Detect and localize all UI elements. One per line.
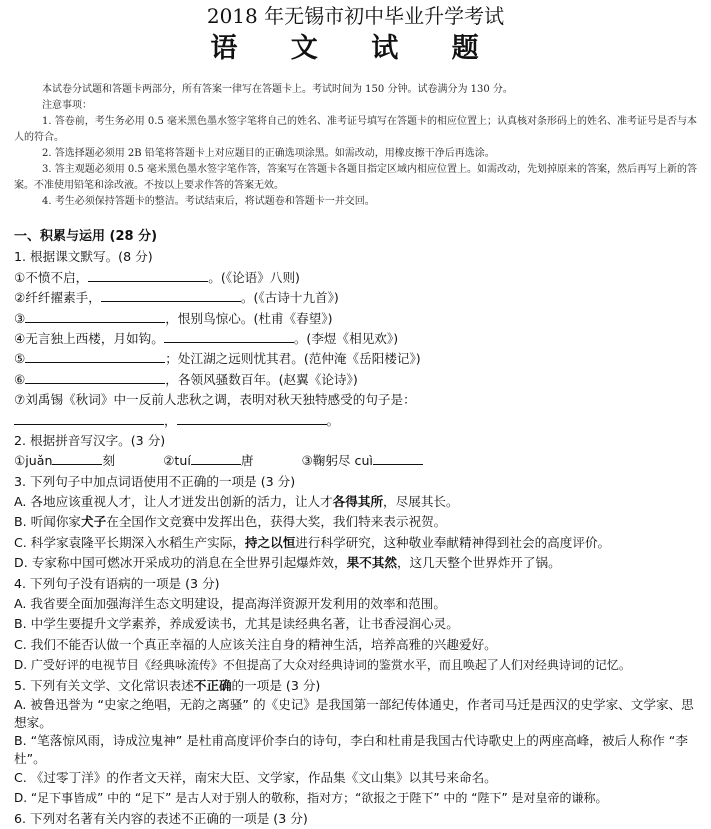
q1-line-2 [14,288,704,308]
q1-line-7-period: 。 [326,412,340,428]
q3-option-a [14,492,704,512]
q1-line-1-text: ①不愤不启， [14,269,89,285]
q4-option-d: D. 广受好评的电视节目《经典咏流传》不但提高了大众对经典诗词的鉴赏水平，而且唤起了人们对经典诗词的记忆。 [14,658,631,673]
option-text: ，这几天整个世界炸开了锅。 [396,555,561,571]
q1-line-1 [14,268,704,288]
answer-blank[interactable] [101,288,241,302]
question-2-stem: 2. 根据拼音写汉字。(3 分) [14,432,166,448]
notice-intro: 本试卷分试题和答题卡两部分，所有答案一律写在答题卡上。考试时间为 150 分钟。试卷满分为 130 分。 [42,84,513,95]
q4-option-a: A. 我省要全面加强海洋生态文明建设，提高海洋资源开发利用的效率和范围。 [14,596,446,612]
answer-blank[interactable] [14,411,164,425]
q1-line-5 [14,349,704,369]
q1-line-4-source: 。(李煜《相见欢》) [293,330,399,346]
section-title: 一、积累与运用 (28 分) [14,229,158,244]
option-text: 进行科学研究，这种敬业奉献精神得到社会的高度评价。 [295,534,611,550]
question-5-stem [14,676,704,696]
q1-line-2-text: ②纤纤擢素手， [14,290,101,306]
q3-stem-score: 的一项是 (3 分) [206,473,296,489]
q5-stem-score: 的一项是 (3 分) [231,677,321,693]
answer-blank[interactable] [25,349,165,363]
q1-line-7-comma: ， [164,412,177,428]
q1-line-3 [14,309,704,329]
q3-option-b [14,512,704,532]
q5-option-b: B. “笔落惊风雨，诗成泣鬼神” 是杜甫高度评价李白的诗句，李白和杜甫是我国古代诗歌史上的两座高峰，被后人称作 “李杜”。 [14,732,688,766]
q2-item-b-pinyin: ②tuí [163,453,191,469]
option-text: D. 专家称中国可燃冰开采成功的消息在全世界引起爆炸效， [14,555,347,571]
answer-blank[interactable] [177,411,327,425]
answer-blank[interactable] [25,309,165,323]
q5-stem-emphasis: 不正确 [193,677,232,693]
notice-item: 3. 答主观题必须用 0.5 毫米黑色墨水签字笔作答，答案写在答题卡各题目指定区域内相应位置上。如需改动，先划掉原来的答案，然后再写上新的答案。不准使用铅笔和涂改液。不按以上要求作答的答案无效。 [14,164,697,191]
answer-blank[interactable] [164,329,294,343]
q1-line-3-text: ③ [14,310,26,326]
answer-blank[interactable] [373,451,423,465]
q1-line-6-source: ，各领风骚数百年。(赵翼《论诗》) [165,371,358,387]
q3-option-c [14,533,704,553]
q3-option-d [14,553,704,573]
option-text: A. 各地应该重视人才，让人才迸发出创新的活力，让人才 [14,494,333,510]
option-keyword: 持之以恒 [244,534,296,550]
q3-stem-emphasis: 不正确 [168,473,207,489]
q1-line-2-source: 。(《古诗十九首》) [240,290,339,306]
exam-title: 2018 年无锡市初中毕业升学考试 [206,4,505,28]
q1-line-4 [14,329,704,349]
notice-item: 1. 答卷前，考生务必用 0.5 毫米黑色墨水签字笔将自己的姓名、准考证号填写在答题卡的相应位置上；认真核对条形码上的姓名、准考证号是否与本人的符合。 [14,116,697,143]
q5-stem-text: 5. 下列有关文学、文化常识表述 [14,677,194,693]
option-keyword: 各得其所 [332,494,384,510]
q2-item-c-pinyin: ③鞠躬尽 cuì [301,453,373,469]
exam-subject-title: 语 文 试 题 [210,33,501,64]
option-keyword: 犬子 [81,514,107,530]
q5-option-d: D. “足下事皆成” 中的 “足下” 是古人对于别人的敬称，指对方；“欲报之于陛下” 中的 “陛下” 是对皇帝的谦称。 [14,791,608,806]
answer-blank[interactable] [25,370,165,384]
exam-notice [14,82,704,210]
answer-blank[interactable] [88,268,208,282]
answer-blank[interactable] [52,451,102,465]
q5-option-a: A. 被鲁迅誉为 “史家之绝唱，无韵之离骚” 的《史记》是我国第一部纪传体通史，作者司马迁是西汉的史学家、文学家、思想家。 [14,696,694,730]
notice-item: 4. 考生必须保持答题卡的整洁。考试结束后，将试题卷和答题卡一并交回。 [42,196,375,207]
question-6-stem: 6. 下列对名著有关内容的表述不正确的一项是 (3 分) [14,810,308,826]
q2-item-a-char: 刻 [102,453,116,469]
q4-option-b: B. 中学生要提升文学素养，养成爱读书，尤其是读经典名著，让书香浸润心灵。 [14,616,459,632]
question-1-stem: 1. 根据课文默写。(8 分) [14,249,153,265]
q1-line-6-text: ⑥ [14,371,26,387]
option-text: 在全国作文竞赛中发挥出色，获得大奖，我们特来表示祝贺。 [106,514,447,530]
q1-line-5-source: ；处江湖之远则忧其君。(范仲淹《岳阳楼记》) [165,351,421,367]
q1-line-7: ⑦刘禹锡《秋词》中一反前人悲秋之调，表明对秋天独特感受的句子是： [14,392,416,408]
q3-stem-text: 3. 下列句子中加点词语使用 [14,473,169,489]
q1-line-6 [14,370,704,390]
q1-line-7-answer [14,411,704,431]
option-text: C. 科学家袁隆平长期深入水稻生产实际， [14,534,245,550]
answer-blank[interactable] [191,451,241,465]
q2-items [14,451,704,471]
q4-option-c: C. 我们不能否认做一个真正幸福的人应该关注自身的精神生活，培养高雅的兴趣爱好。 [14,636,497,652]
q1-line-4-text: ④无言独上西楼，月如钩。 [14,330,164,346]
exam-content [14,227,704,829]
q2-item-b-char: 唐 [240,453,254,469]
q1-line-5-text: ⑤ [14,351,26,367]
option-text: B. 听闻你家 [14,514,82,530]
q1-line-3-source: ，恨别鸟惊心。(杜甫《春望》) [165,310,333,326]
option-keyword: 果不其然 [346,555,397,571]
q5-option-c: C. 《过零丁洋》的作者文天祥，南宋大臣、文学家，作品集《文山集》以其号来命名。 [14,769,497,785]
option-text: ，尽展其长。 [383,494,459,510]
question-3-stem [14,472,704,492]
notice-heading: 注意事项： [42,100,92,111]
question-4-stem: 4. 下列句子没有语病的一项是 (3 分) [14,575,220,591]
notice-item: 2. 答选择题必须用 2B 铅笔将答题卡上对应题目的正确选项涂黑。如需改动，用橡皮擦干净后再选涂。 [42,148,495,159]
q2-item-a-pinyin: ①juǎn [14,453,53,469]
q1-line-1-source: 。(《论语》八则) [208,269,300,285]
